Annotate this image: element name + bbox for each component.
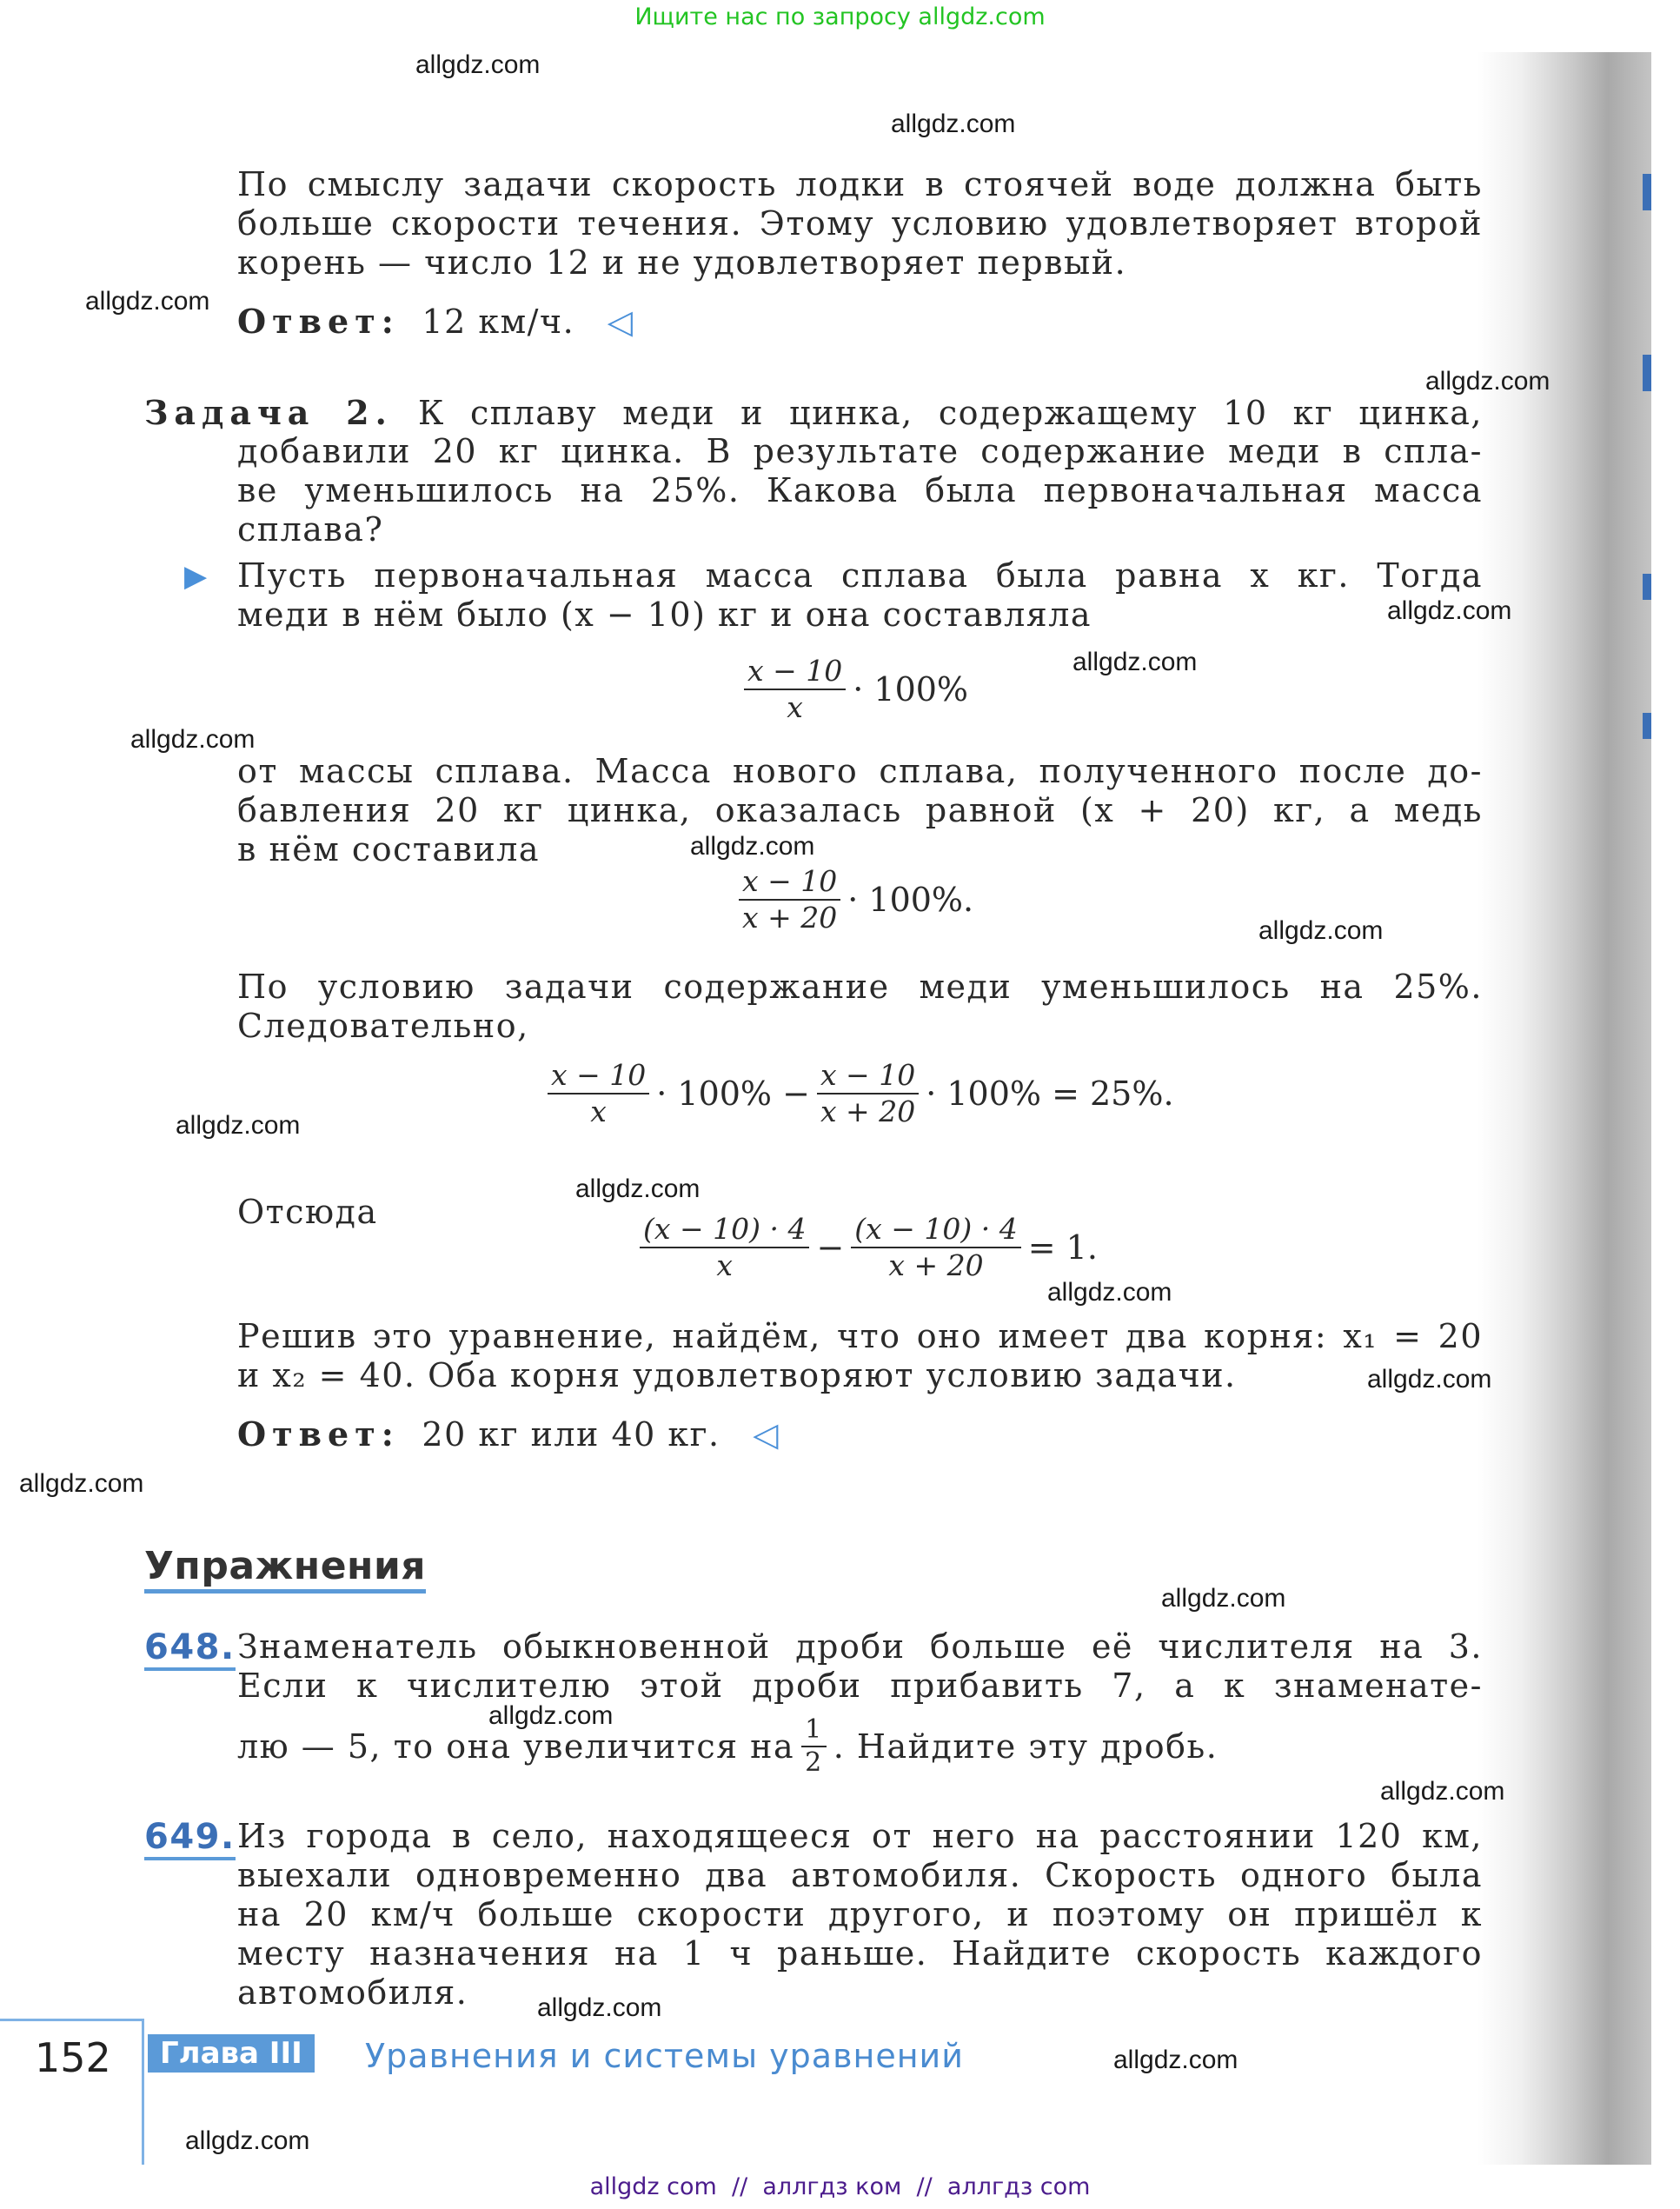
watermark: allgdz.com xyxy=(1047,1278,1172,1307)
margin-fragment-low xyxy=(1643,574,1651,600)
text-line: на 20 км/ч больше скорости другого, и поэтому он пришёл к xyxy=(237,1895,1483,1933)
chapter-badge xyxy=(148,2034,315,2073)
formula-tail: · 100%. xyxy=(847,881,974,919)
fraction-numerator: x − 10 xyxy=(744,654,846,690)
fraction-denominator: x xyxy=(787,690,803,724)
chapter-label: Глава III xyxy=(160,2036,302,2071)
answer-value: 20 кг или 40 кг. xyxy=(422,1415,720,1454)
text-line: ве уменьшилось на 25%. Какова была первоначальная масса xyxy=(237,471,1483,509)
formula-tail: · 100% xyxy=(853,670,969,709)
fraction-denominator: x + 20 xyxy=(742,901,838,935)
task-label: Задача 2. xyxy=(144,393,393,432)
answer-1 xyxy=(237,302,634,342)
footer-watermark[interactable]: allgdz com // аллгдз ком // аллгдз com xyxy=(589,2173,1091,2200)
exercises-heading-text: Упражнения xyxy=(144,1544,427,1588)
margin-fragment-bottom xyxy=(1643,713,1651,739)
watermark: allgdz.com xyxy=(891,110,1016,138)
text-line: По условию задачи содержание меди уменьшилось на 25%. xyxy=(237,968,1483,1006)
text-line: Следовательно, xyxy=(237,1007,529,1045)
watermark: allgdz.com xyxy=(690,832,815,861)
exercise-last-line xyxy=(237,1714,1218,1779)
text-line: месту назначения на 1 ч раньше. Найдите скорость каждого xyxy=(237,1934,1483,1973)
text-line: меди в нём было (x − 10) кг и она составляла xyxy=(237,595,1092,634)
text-line: автомобиля. xyxy=(237,1973,468,2012)
fraction-denominator: x + 20 xyxy=(888,1248,984,1282)
text-fragment: . Найдите эту дробь. xyxy=(833,1727,1218,1766)
exercise-number: 648. xyxy=(144,1627,236,1671)
exercises-heading xyxy=(144,1544,426,1594)
watermark: allgdz.com xyxy=(185,2126,310,2155)
fraction-numerator: (x − 10) · 4 xyxy=(851,1212,1020,1248)
hence-label: Отсюда xyxy=(237,1193,378,1231)
formula-minus: − xyxy=(816,1228,845,1267)
formula-tail: = 1. xyxy=(1027,1228,1098,1267)
answer-label: Ответ: xyxy=(237,302,400,341)
end-of-solution-icon: ◁ xyxy=(753,1415,780,1454)
exercise-number: 649. xyxy=(144,1817,236,1860)
watermark: allgdz.com xyxy=(488,1701,614,1730)
text-line: от массы сплава. Масса нового сплава, полученного после до- xyxy=(237,752,1483,790)
answer-2 xyxy=(237,1414,780,1454)
text-line: Решив это уравнение, найдём, что оно имеет два корня: x₁ = 20 xyxy=(237,1317,1483,1355)
footer-frame-side xyxy=(142,2019,144,2165)
formula-tail: · 100% = 25%. xyxy=(926,1075,1174,1113)
margin-fragment-top xyxy=(1643,174,1651,210)
formula-equation-simplified xyxy=(640,1212,1098,1283)
formula-equation-percent xyxy=(548,1058,1174,1129)
watermark: allgdz.com xyxy=(1161,1584,1286,1613)
footer-frame-top xyxy=(0,2019,144,2021)
watermark: allgdz.com xyxy=(1072,648,1198,676)
watermark: allgdz.com xyxy=(1425,367,1551,396)
watermark: allgdz.com xyxy=(537,1993,662,2022)
fraction-denominator: x xyxy=(590,1095,607,1128)
fraction-numerator: x − 10 xyxy=(739,864,840,901)
fraction-numerator: 1 xyxy=(801,1714,827,1747)
text-line: в нём составила xyxy=(237,830,541,868)
fraction-denominator: 2 xyxy=(805,1747,823,1778)
text-line: По смыслу задачи скорость лодки в стоячей воде должна быть xyxy=(237,165,1483,203)
text-line: больше скорости течения. Этому условию удовлетворяет второй xyxy=(237,204,1483,243)
watermark: allgdz.com xyxy=(85,287,210,316)
task-text: К сплаву меди и цинка, содержащему 10 кг цинка, xyxy=(417,394,1483,432)
top-banner[interactable]: Ищите нас по запросу allgdz.com xyxy=(634,3,1046,30)
answer-value: 12 км/ч. xyxy=(422,303,575,341)
watermark: allgdz.com xyxy=(130,725,256,754)
fraction-numerator: x − 10 xyxy=(817,1058,919,1095)
end-of-solution-icon: ◁ xyxy=(607,303,634,341)
page-number: 152 xyxy=(35,2034,111,2081)
margin-fragment-mid xyxy=(1643,355,1651,391)
watermark: allgdz.com xyxy=(1387,596,1512,625)
text-line: выехали одновременно два автомобиля. Скорость одного была xyxy=(237,1856,1483,1894)
formula-middle: · 100% − xyxy=(656,1075,810,1113)
fraction-denominator: x xyxy=(716,1248,734,1282)
chapter-title: Уравнения и системы уравнений xyxy=(365,2037,964,2075)
watermark: allgdz.com xyxy=(1258,916,1384,945)
formula-new-copper-share xyxy=(739,864,973,935)
watermark: allgdz.com xyxy=(1380,1777,1505,1806)
formula-copper-share xyxy=(744,654,968,725)
watermark: allgdz.com xyxy=(19,1469,144,1498)
solution-marker-icon: ▶ xyxy=(184,559,208,594)
text-line: сплава? xyxy=(237,510,384,549)
watermark: allgdz.com xyxy=(176,1111,301,1140)
watermark: allgdz.com xyxy=(1113,2046,1238,2074)
fraction-denominator: x + 20 xyxy=(820,1095,916,1128)
watermark: allgdz.com xyxy=(575,1174,701,1203)
text-line: корень — число 12 и не удовлетворяет первый. xyxy=(237,243,1127,282)
watermark: allgdz.com xyxy=(415,50,541,79)
text-line: бавления 20 кг цинка, оказалась равной (x + 20) кг, а медь xyxy=(237,791,1483,829)
fraction-numerator: (x − 10) · 4 xyxy=(640,1212,809,1248)
fraction-numerator: x − 10 xyxy=(548,1058,649,1095)
text-line: Знаменатель обыкновенной дроби больше её числителя на 3. xyxy=(237,1627,1483,1666)
text-fragment: лю — 5, то она увеличится на xyxy=(237,1727,795,1766)
text-line: Из города в село, находящееся от него на расстоянии 120 км, xyxy=(237,1817,1483,1855)
text-line: Если к числителю этой дроби прибавить 7, а к знаменате- xyxy=(237,1667,1483,1705)
text-line: и x₂ = 40. Оба корня удовлетворяют условию задачи. xyxy=(237,1356,1237,1394)
text-line: добавили 20 кг цинка. В результате содержание меди в спла- xyxy=(237,432,1483,470)
watermark: allgdz.com xyxy=(1367,1365,1492,1394)
text-line: Пусть первоначальная масса сплава была равна x кг. Тогда xyxy=(237,556,1483,595)
task-first-line xyxy=(144,393,1483,433)
answer-label: Ответ: xyxy=(237,1414,400,1454)
